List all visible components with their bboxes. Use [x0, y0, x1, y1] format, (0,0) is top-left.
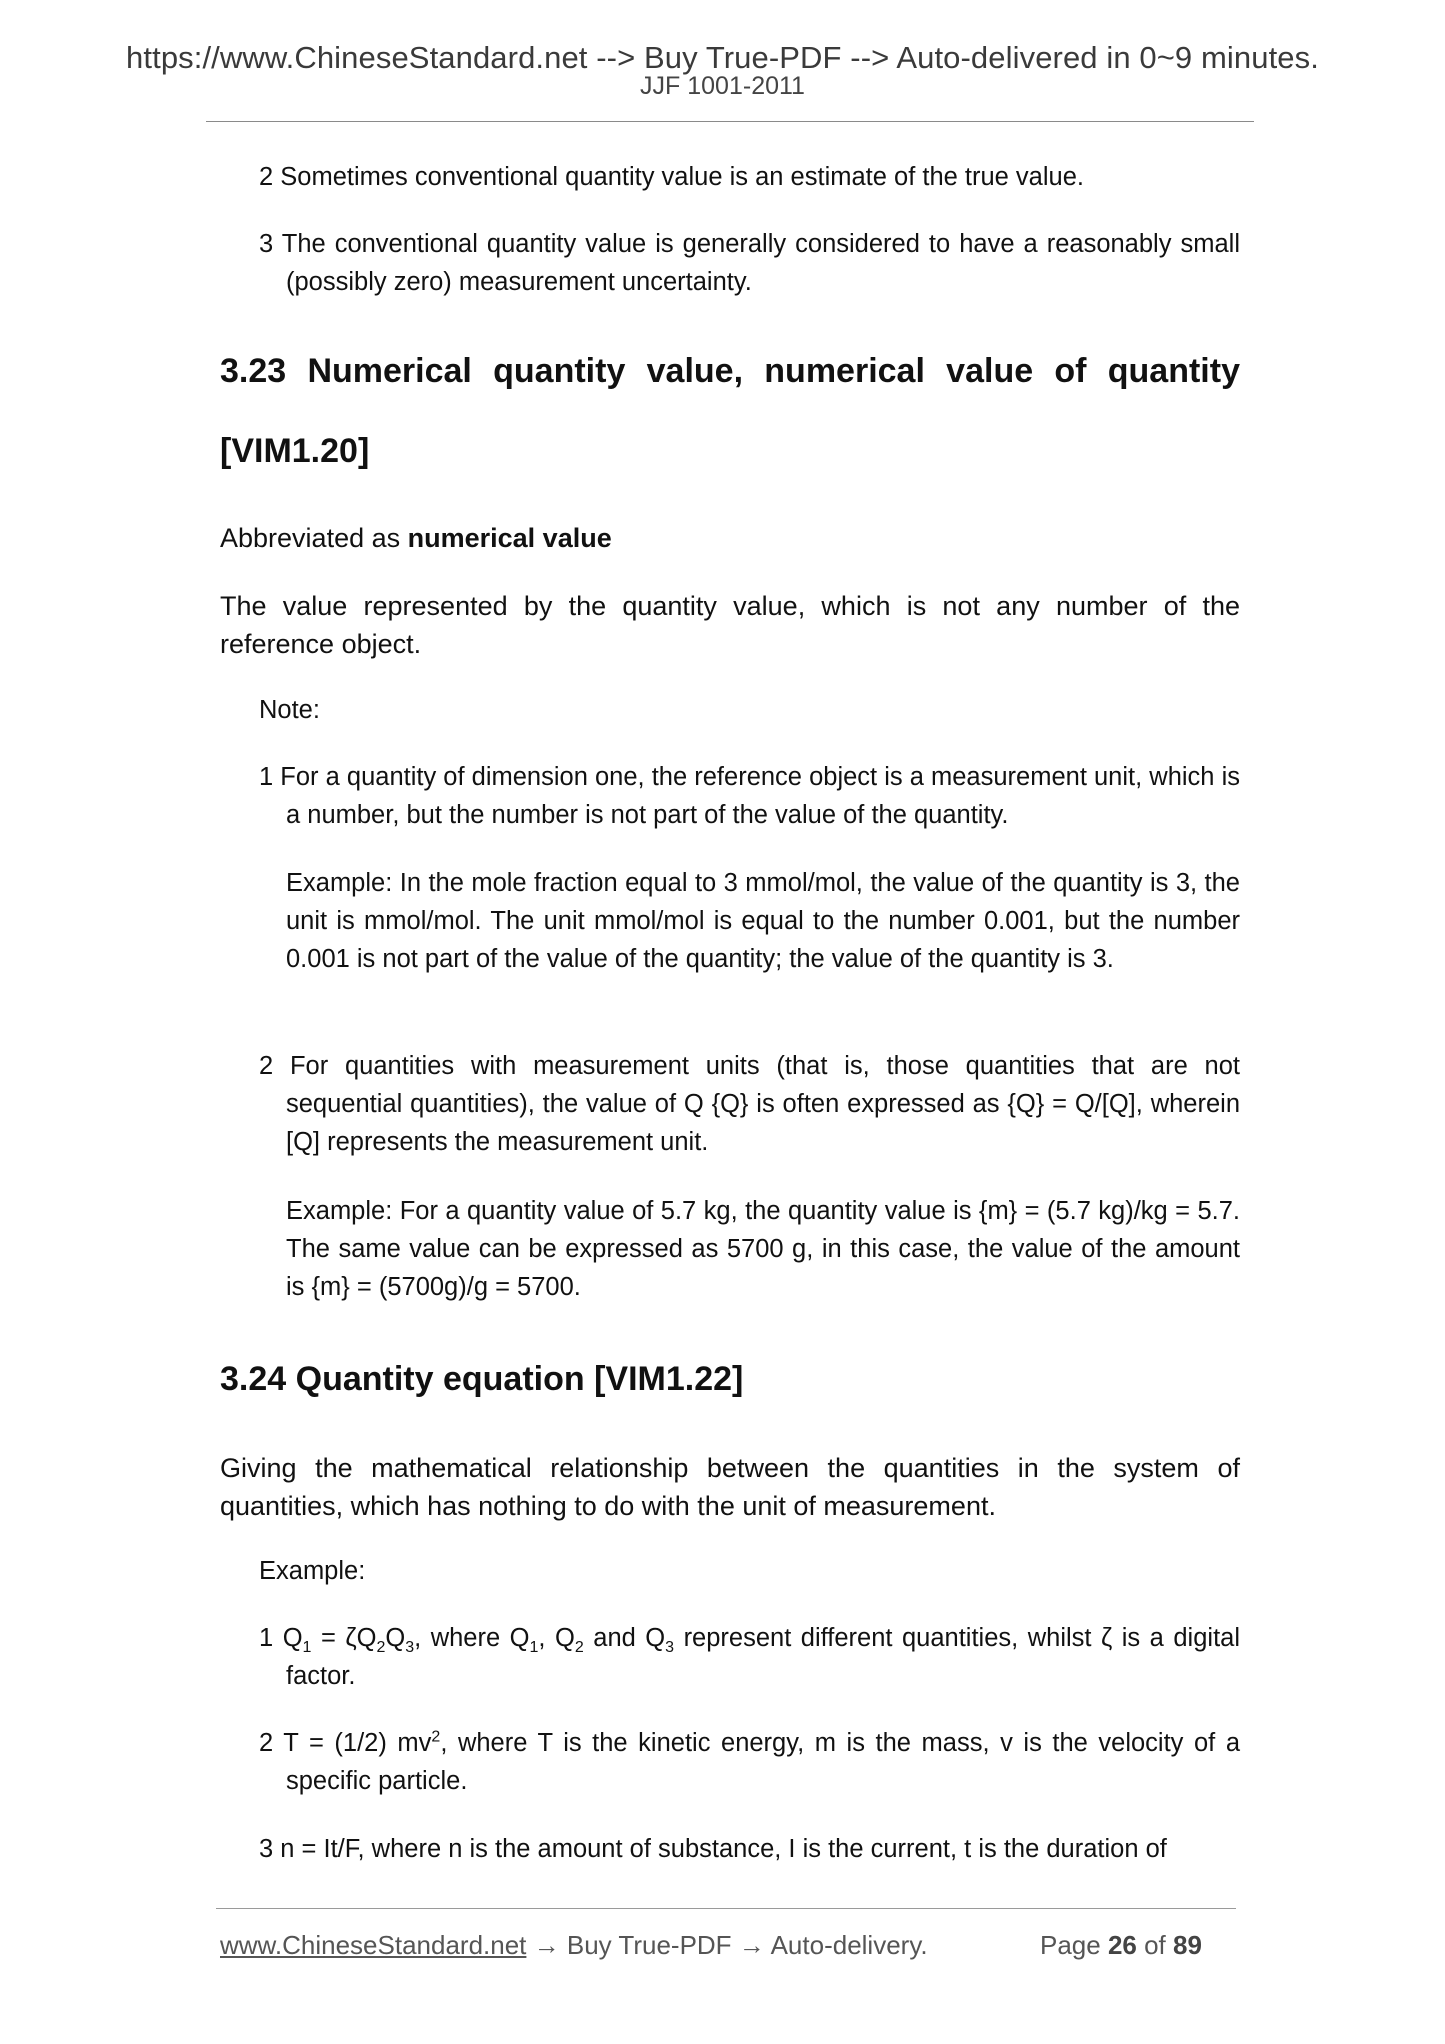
footer-buy: Buy True-PDF [566, 1930, 732, 1960]
abbreviation-line [220, 519, 1240, 557]
note-1: 1 For a quantity of dimension one, the reference object is a measurement unit, which is a number, but the number is not part of the value of the quantity. [259, 763, 1240, 829]
arrow-icon: → [731, 1930, 771, 1960]
page-indicator: Page 26 of 89 [1040, 1930, 1202, 1960]
footer-site-link[interactable]: www.ChineseStandard.net [220, 1930, 527, 1960]
note-3-prev: 3 The conventional quantity value is generally considered to have a reasonably small (possibly zero) measurement uncertainty. [259, 230, 1240, 296]
section-3-23-title: 3.23 Numerical quantity value, numerical value of quantity [220, 352, 1240, 390]
page-total: 89 [1173, 1930, 1202, 1960]
page-number: 26 [1107, 1930, 1137, 1960]
top-banner[interactable]: https://www.ChineseStandard.net --> Buy True-PDF --> Auto-delivered in 0~9 minutes. [126, 40, 1319, 75]
footer-delivery: Auto-delivery. [770, 1930, 928, 1960]
header-divider [206, 121, 1254, 122]
section-3-24-title: 3.24 Quantity equation [VIM1.22] [220, 1360, 744, 1398]
note-label: Note: [259, 696, 320, 724]
note-2-prev: 2 Sometimes conventional quantity value is an estimate of the true value. [259, 163, 1084, 191]
note-2: 2 For quantities with measurement units (that is, those quantities that are not sequential quantities), the value of Q {Q} is often expressed as {Q} = Q/[Q], wherein [Q] represents the measurement unit. [259, 1052, 1240, 1156]
section-3-24-definition: Giving the mathematical relationship between the quantities in the system of quantities, which has nothing to do with the unit of measurement. [220, 1453, 1240, 1521]
example-label: Example: [259, 1557, 366, 1585]
arrow-icon: → [526, 1930, 567, 1960]
example-1: 1 $Q_1 = \zeta Q_2Q_3$, where $Q_1$, $Q_2$ and $Q_3$ represent different quantities, whilst ζ is a digital factor. [259, 1624, 1241, 1690]
abbr-prefix: Abbreviated as [220, 523, 408, 553]
example-3: 3 n = It/F, where n is the amount of substance, I is the current, t is the duration of [259, 1835, 1167, 1863]
example-2: 2 T = (1/2) $mv^2$, where T is the kinetic energy, m is the mass, v is the velocity of a specific particle. [259, 1728, 1240, 1795]
footer-left [220, 1930, 928, 1961]
footer-divider [216, 1908, 1236, 1909]
section-3-23-definition: The value represented by the quantity value, which is not any number of the reference object. [220, 591, 1240, 659]
abbr-term: numerical value [407, 523, 612, 553]
note-2-example: Example: For a quantity value of 5.7 kg, the quantity value is {m} = (5.7 kg)/kg = 5.7. The same value can be expressed as 5700 g, in this case, the value of the amount is {m} = (5700g)/g = 5700. [286, 1197, 1240, 1301]
standard-code: JJF 1001-2011 [640, 72, 805, 100]
note-1-example: Example: In the mole fraction equal to 3 mmol/mol, the value of the quantity is 3, the unit is mmol/mol. The unit mmol/mol is equal to the number 0.001, but the number 0.001 is not part of the value of the quantity; the value of the quantity is 3. [286, 869, 1240, 973]
section-3-23-ref: [VIM1.20] [220, 432, 370, 470]
